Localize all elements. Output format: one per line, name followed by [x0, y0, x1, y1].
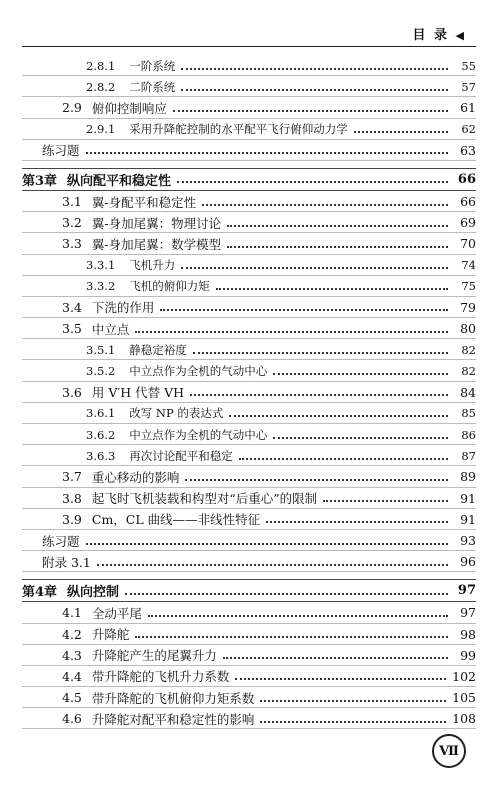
- toc-entry-page: 99: [460, 647, 476, 663]
- dot-leader: [160, 309, 448, 311]
- dot-leader: [216, 288, 448, 290]
- toc-entry-number: 3.6: [62, 384, 82, 400]
- toc-entry-number: 3.9: [62, 511, 82, 527]
- dot-leader: [227, 246, 448, 248]
- toc-entry-row[interactable]: [22, 687, 476, 708]
- dot-leader: [135, 636, 448, 638]
- toc-entry-page: 82: [461, 342, 476, 357]
- toc-entry-row[interactable]: [22, 191, 476, 212]
- dot-leader: [185, 479, 448, 481]
- header-title: 目 录: [412, 28, 449, 43]
- toc-entry-row[interactable]: [22, 445, 476, 466]
- toc-entry-row[interactable]: [22, 76, 476, 97]
- toc-entry-row[interactable]: [22, 212, 476, 233]
- toc-entry-row[interactable]: [22, 119, 476, 140]
- toc-entry-page: 91: [460, 511, 476, 527]
- dot-leader: [125, 593, 448, 595]
- toc-entry-number: 3.3: [62, 236, 82, 252]
- dot-leader: [266, 521, 448, 523]
- toc-entry-number: 第4章: [22, 585, 58, 601]
- dot-leader: [260, 700, 446, 702]
- dot-leader: [86, 543, 448, 545]
- toc-entry-page: 63: [460, 142, 476, 158]
- dot-leader: [190, 394, 448, 396]
- toc-entry-title: 飞机升力: [129, 258, 176, 273]
- toc-entry-page: 66: [457, 171, 476, 187]
- dot-leader: [181, 267, 448, 269]
- toc-entry-title: 一阶系统: [129, 58, 176, 73]
- toc-entry-page: 97: [457, 583, 476, 599]
- toc-entry-title: 练习题: [42, 143, 80, 159]
- toc-entry-page: 66: [460, 194, 476, 210]
- dot-leader: [235, 678, 446, 680]
- toc-entry-row[interactable]: [22, 339, 476, 360]
- toc-entry-number: 3.3.2: [86, 279, 116, 294]
- toc-entry-row[interactable]: [22, 424, 476, 445]
- toc-entry-row[interactable]: [22, 551, 476, 572]
- toc-entry-number: 3.2: [62, 215, 82, 231]
- dot-leader: [223, 657, 448, 659]
- toc-entry-number: 2.8.1: [86, 58, 116, 73]
- toc-entry-page: 86: [461, 427, 476, 442]
- dot-leader: [273, 437, 448, 439]
- toc-entry-title: 采用升降舵控制的水平配平飞行俯仰动力学: [129, 122, 348, 137]
- toc-entry-number: 3.6.3: [86, 448, 116, 463]
- toc-entry-number: 4.4: [62, 668, 82, 684]
- toc-entry-page: 70: [460, 236, 476, 252]
- toc-entry-row[interactable]: [22, 666, 476, 687]
- toc-entry-title: 全动平尾: [91, 605, 142, 621]
- dot-leader: [273, 373, 448, 375]
- toc-entry-title: 飞机的俯仰力矩: [129, 279, 210, 294]
- toc-entry-page: 57: [461, 79, 476, 94]
- toc-entry-page: 79: [460, 299, 476, 315]
- dot-leader: [229, 415, 448, 417]
- toc-entry-number: 4.6: [62, 711, 82, 727]
- toc-entry-title: 带升降舵的飞机升力系数: [91, 669, 230, 685]
- toc-entry-row[interactable]: [22, 140, 476, 161]
- toc-entry-row[interactable]: [22, 233, 476, 254]
- toc-entry-row[interactable]: [22, 297, 476, 318]
- dot-leader: [354, 131, 448, 133]
- toc-entry-title: Cm，CL 曲线——非线性特征: [91, 512, 261, 528]
- toc-entry-number: 3.6.1: [86, 406, 116, 421]
- toc-entry-row[interactable]: [22, 530, 476, 551]
- toc-entry-page: 91: [460, 490, 476, 506]
- toc-entry-title: 中立点: [91, 321, 130, 337]
- dot-leader: [202, 204, 448, 206]
- chapter-spacer: [22, 161, 476, 168]
- dot-leader: [193, 352, 448, 354]
- toc-entry-number: 3.1: [62, 194, 82, 210]
- toc-entry-title: 俯仰控制响应: [91, 100, 167, 116]
- toc-entry-page: 89: [460, 469, 476, 485]
- toc-entry-page: 61: [460, 100, 476, 116]
- toc-entry-title: 静稳定裕度: [129, 342, 187, 357]
- dot-leader: [239, 458, 448, 460]
- toc-entry-title: 重心移动的影响: [91, 469, 180, 485]
- toc-entry-row[interactable]: [22, 708, 476, 729]
- header-rule: [22, 46, 476, 47]
- toc-entry-title: 纵向配平和稳定性: [67, 173, 172, 189]
- toc-entry-number: 4.2: [62, 626, 82, 642]
- toc-entry-title: 附录 3.1: [42, 554, 91, 570]
- toc-entry-row[interactable]: [22, 276, 476, 297]
- toc-entry-page: 55: [461, 58, 476, 73]
- dot-leader: [173, 110, 448, 112]
- running-header: [412, 24, 466, 43]
- toc-entry-page: 108: [452, 711, 476, 727]
- dot-leader: [181, 89, 448, 91]
- toc-entry-row[interactable]: [22, 318, 476, 339]
- toc-entry-row[interactable]: [22, 466, 476, 487]
- toc-entry-row[interactable]: [22, 382, 476, 403]
- toc-entry-row[interactable]: [22, 97, 476, 118]
- toc-entry-number: 2.8.2: [86, 79, 116, 94]
- dot-leader: [181, 68, 448, 70]
- toc-entry-number: 3.8: [62, 490, 82, 506]
- toc-entry-page: 80: [460, 321, 476, 337]
- toc-entry-row[interactable]: [22, 488, 476, 509]
- toc-entry-page: 82: [461, 364, 476, 379]
- toc-entry-title: 翼-身加尾翼：物理讨论: [91, 215, 222, 231]
- toc-chapter-row[interactable]: [22, 579, 476, 602]
- toc-entry-page: 85: [461, 406, 476, 421]
- toc-entry-row[interactable]: [22, 624, 476, 645]
- toc-entry-number: 3.7: [62, 469, 82, 485]
- toc-entry-number: 3.5.1: [86, 342, 116, 357]
- toc-entry-title: 翼-身配平和稳定性: [91, 194, 197, 210]
- toc-entry-row[interactable]: [22, 602, 476, 623]
- toc-entry-title: 翼-身加尾翼：数学模型: [91, 236, 222, 252]
- toc-entry-page: 98: [460, 626, 476, 642]
- toc-entry-title: 升降舵产生的尾翼升力: [91, 648, 217, 664]
- toc-entry-title: 中立点作为全机的气动中心: [129, 427, 268, 442]
- toc-entry-row[interactable]: [22, 645, 476, 666]
- toc-entry-row[interactable]: [22, 509, 476, 530]
- dot-leader: [260, 721, 446, 723]
- toc-entry-number: 2.9: [62, 100, 82, 116]
- toc-entry-page: 97: [460, 605, 476, 621]
- dot-leader: [86, 152, 448, 154]
- toc-entry-page: 87: [461, 448, 476, 463]
- toc-entry-row[interactable]: [22, 255, 476, 276]
- toc-entry-page: 62: [461, 122, 476, 137]
- dot-leader: [227, 225, 448, 227]
- toc-entry-title: 升降舵对配平和稳定性的影响: [91, 711, 255, 727]
- toc-entry-number: 4.3: [62, 647, 82, 663]
- toc-entry-title: 二阶系统: [129, 79, 176, 94]
- dot-leader: [177, 181, 448, 183]
- toc-entry-number: 3.6.2: [86, 427, 116, 442]
- dot-leader: [135, 331, 448, 333]
- toc-entry-page: 69: [460, 215, 476, 231]
- toc-entry-number: 3.5.2: [86, 364, 116, 379]
- toc-entry-page: 84: [460, 384, 476, 400]
- toc-entry-number: 3.3.1: [86, 258, 116, 273]
- toc-entry-number: 4.1: [62, 605, 82, 621]
- dot-leader: [323, 500, 448, 502]
- toc-entry-page: 96: [460, 554, 476, 570]
- toc-entry-number: 3.4: [62, 299, 82, 315]
- page-number: Ⅶ: [439, 743, 459, 759]
- toc-entry-title: 再次讨论配平和稳定: [129, 448, 233, 463]
- toc-entry-title: 用 V′H 代替 VH: [91, 385, 185, 401]
- toc-entry-row[interactable]: [22, 360, 476, 381]
- toc-entry-title: 纵向控制: [67, 585, 120, 601]
- dot-leader: [97, 564, 448, 566]
- toc-entry-page: 75: [461, 279, 476, 294]
- toc-entry-title: 中立点作为全机的气动中心: [129, 364, 268, 379]
- toc-entry-number: 2.9.1: [86, 122, 116, 137]
- toc-entry-number: 4.5: [62, 690, 82, 706]
- arrow-icon: ◀: [455, 29, 466, 42]
- toc-entry-title: 下洗的作用: [91, 300, 155, 316]
- toc-entry-number: 3.5: [62, 321, 82, 337]
- dot-leader: [148, 615, 448, 617]
- toc-entry-page: 105: [452, 690, 476, 706]
- toc-entry-title: 练习题: [42, 533, 80, 549]
- table-of-contents: [22, 55, 476, 729]
- toc-entry-page: 93: [460, 533, 476, 549]
- toc-entry-title: 升降舵: [91, 627, 130, 643]
- toc-entry-title: 带升降舵的飞机俯仰力矩系数: [91, 690, 255, 706]
- toc-entry-title: 改写 NP 的表达式: [129, 406, 224, 421]
- toc-entry-page: 102: [452, 668, 476, 684]
- toc-chapter-row[interactable]: [22, 168, 476, 191]
- toc-entry-row[interactable]: [22, 403, 476, 424]
- chapter-spacer: [22, 572, 476, 579]
- toc-entry-number: 第3章: [22, 173, 58, 189]
- toc-entry-row[interactable]: [22, 55, 476, 76]
- toc-entry-title: 起飞时飞机装载和构型对“后重心”的限制: [91, 491, 318, 507]
- toc-entry-page: 74: [461, 258, 476, 273]
- page-number-badge: [432, 734, 466, 768]
